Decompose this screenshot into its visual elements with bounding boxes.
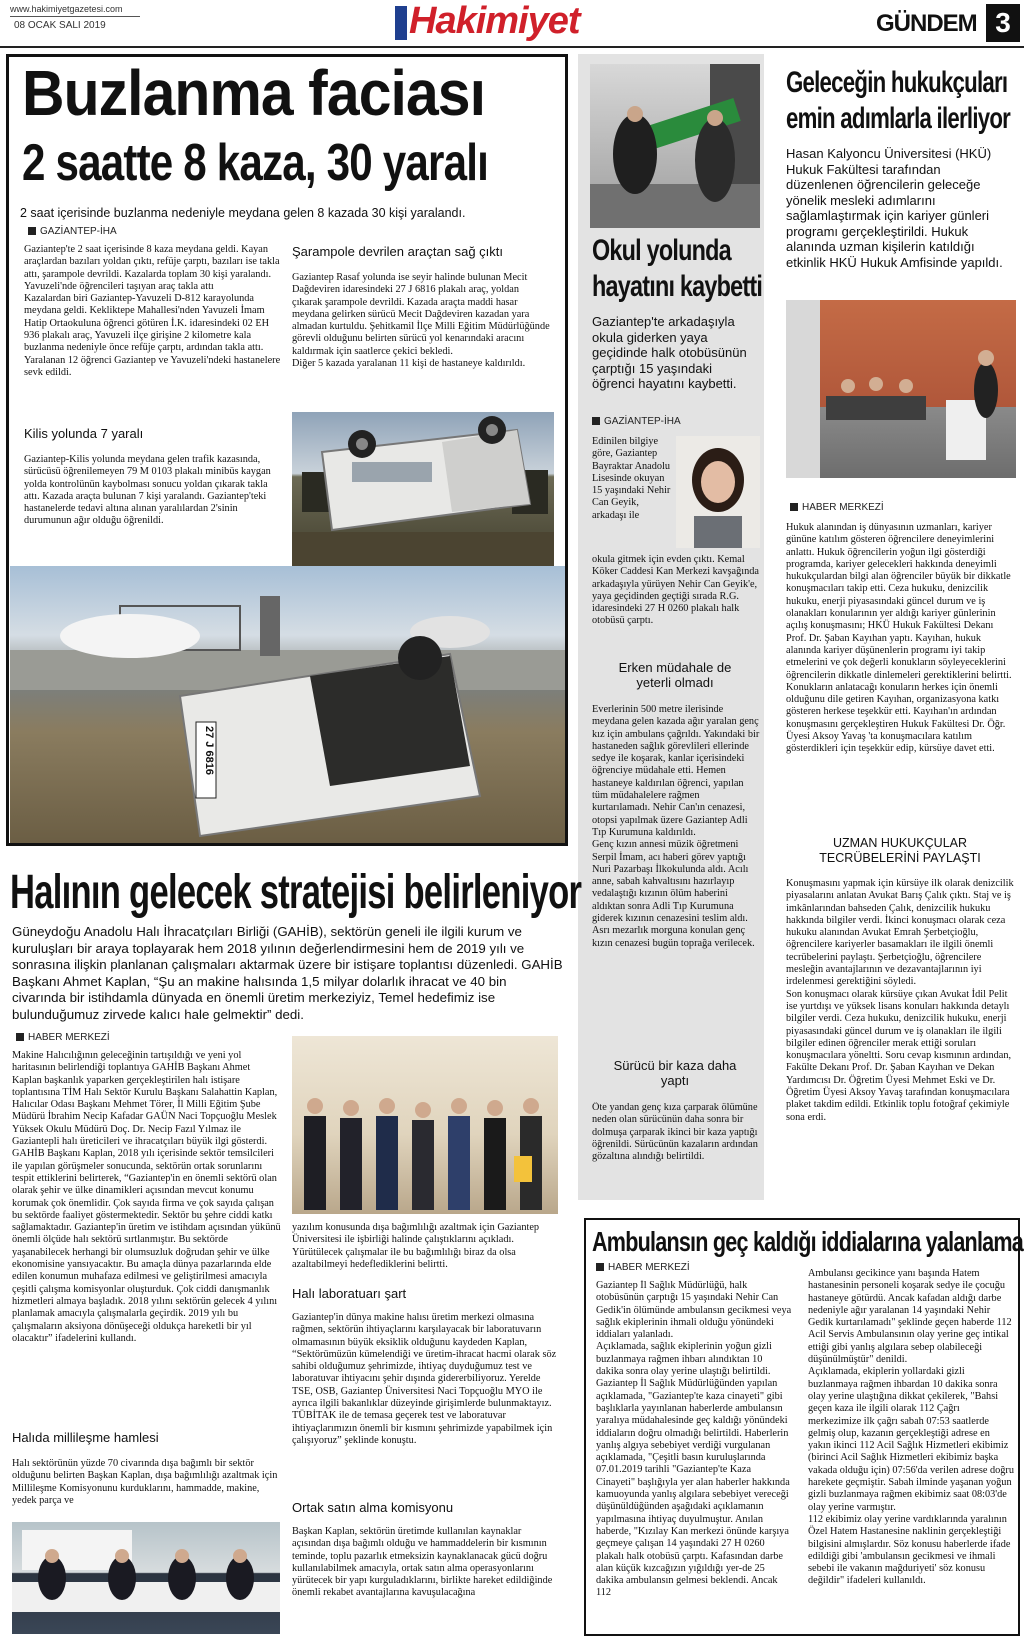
hali-col1: Makine Halıcılığının geleceğinin tartışıldığı ve yeni yol haritasının belirlendiği toplantıya GAHİB Başkanı Ahmet Kaplan başkanlık yaparken gerçekleştirilen halı istişare toplantısına TİM Halı Sektör Kurulu Başkanı Salahattin Kaplan, Halıcılar Odası Başkanı Mehmet Törer, İl Milli Eğitim Şube Müdürü İbrahim Necip Kafadar GAÜN Naci Topçuoğlu Meslek Yüksek Okulu Müdürü Doç. Dr. Necip Fazıl Yılmaz ile Gaziantepli halı üreticileri ve ihracatçıları büyük ilgi gösterdi. GAHİB Başkanı Kaplan, 2018 yılı içerisinde sektör temsilcileri ile yapılan görüşmeler sonucunda, sektörün ortak sorunlarını tespit ettiklerini belirterek, “Gaziantep'in en önemli sektörü olan olarak şehir ve ülke dinamikleri açısından mevcut konumu korumak çok önemlidir. Çok sayıda firma ve çok sayıda çalışan bu sektörde faaliyet göstermektedir. Sektör bu şehre ciddi katkı sağlamaktadır. Gaziantep'in üretim ve istihdam açısından yükünü önemli ölçüde halı sektörü sırtlanmıştır. Bu sektörde yaşanabilecek herhangi bir olumsuzluk doğrudan şehir ve ülke ekonomisine yansıyacaktır. Bu amaçla dünya pazarlarında elde edilen konumun muhafaza edilmesi ve geliştirilmesi amacıyla çeşitli çalışma komisyonlar oluşturduk. Çok ciddi danışmanlık hizmetleri almaya başladık. 2018 yılını sektörün gelecek 4 yılını planlamak amacıyla çalışmalarla geçirdik. 2019 yılı bu çalışmaların aksiyona dönüşeceği oldukça hareketli bir yıl olacaktır” ifadelerini kullandı. bbox=[12, 1050, 281, 1344]
buzlanma-headline: Buzlanma faciası bbox=[22, 57, 486, 129]
victim-portrait bbox=[676, 436, 760, 548]
carpet-panel-photo bbox=[12, 1522, 280, 1634]
buzlanma-col1b: Gaziantep-Kilis yolunda meydana gelen trafik kazasında, sürücüsü öğrenilemeyen 79 M 0103 plakalı minibüs kaygan yolda kontrolünün kaybolması sonucu yoldan çıkarak takla attı. Kazada araçta bulunan 7 kişi yaralandı. Gaziantep'teki hastanelerde tedavi altına alınan yaralılardan 2'sinin durumunun ağır olduğu öğrenildi. bbox=[24, 454, 271, 527]
conference-photo bbox=[786, 300, 1016, 478]
overturned-van-photo bbox=[10, 566, 565, 843]
hukuk-body1: Hukuk alanından iş dünyasının uzmanları, kariyer gününe katılım gösteren öğrencilere deneyimlerini anlattı. Hukuk öğrencilerin yoğun ilgi gösterdiği programda, kariyer gelecekleri hakkında deneyimli hukukçulardan bilgi alan öğrenciler büyük bir dikkatle konuşmacıları takip etti. Ceza hukuku, denizcilik hukuku, enerji piyasasındaki güncel durum ve iş olanakları konularının yer aldığı kariyer günlerinin açılış konuşmasını; HKÜ Hukuk Fakültesi Dekanı Prof. Dr. Şaban Kayıhan yaptı. Kayıhan, hukuk alanında kariyer düşünenlerin programı iyi takip etmelerini ve çok değerli konukların söyleyeceklerini öğrencilerin dikkatle dinlemeleri gerektiklerini belirtti. Konukların anlatacağı konuların herkes için önemli olduğunu dile getiren Kayıhan, organizasyona katkı gösteren herkese teşekkür etti. Kayıhan'ın ardından konuşmasını gerçekleştiren Hukuk Fakültesi Dr. Öğr. Üyesi Aksoy Yavaş 'ta konuşmacılara katılım gösterdikleri için teşekkür edip, kürsüye davet etti. bbox=[786, 522, 1012, 755]
hali-sub1: Halıda millileşme hamlesi bbox=[12, 1430, 159, 1445]
van-plate-text: 27 J 6816 bbox=[203, 726, 215, 775]
ambulans-col2: Ambulansı gecikince yanı başında Hatem hastanesinin personeli koşarak sedye ile çocuğu hastaneye götürdü. Ancak kafadan aldığı darbe nedeniyle ağır yaralanan 14 yaşındaki Nehir Gedik kurtarılamadı" şeklinde geçen haberde 112 Acil Servis Ambulansının olay yerine geç intikal ettiği gibi yanlış algılara sebep olabileceği düşünülmüştür" denildi. Açıklamada, ekiplerin yollardaki gizli buzlanmaya rağmen ihbardan 10 dakika sonra olay yerine ulaştığına dikkat çekilerek, "Bahsi geçen kaza ile ilgili olarak 112 Çağrı merkezimize ilk çağrı sabah 07:53 saatlerde gelmiş olup, kazanın gerçekleştiği adrese en yakın ikinci 112 Acil Sağlık Hizmetleri ekibimiz (birinci Acil Sağlık Hizmetleri ekibimiz başka vakada olduğu için) 07:56'da verilen adrese doğru harekete geçmiştir. Sabah ilminde yaşanan yoğun gizli buzlanmaya rağmen ekibimiz saat 08:03'de olay yerine varmıştır. 112 ekibimiz olay yerine vardıklarında yaralının Özel Hatem Hastanesine naklinin gerçekleştiği bilgisini almışlardır. Söz konusu haberlerde ifade edildiği gibi 'ambulansın gecikmesi ve ihmali sebebi ile vakanın mağduriyeti' söz konusu değildir" ifadeleri kullanıldı. bbox=[808, 1268, 1014, 1587]
hukuk-headline-1: Geleceğin hukukçuları bbox=[786, 66, 1008, 99]
issue-date: 08 OCAK SALI 2019 bbox=[14, 20, 106, 31]
okul-sub1: Erken müdahale de yeterli olmadı bbox=[618, 660, 732, 690]
hukuk-source: HABER MERKEZİ bbox=[790, 502, 884, 513]
hali-source: HABER MERKEZİ bbox=[16, 1032, 110, 1043]
hali-headline: Halının gelecek stratejisi belirleniyor bbox=[10, 866, 582, 919]
ambulans-source: HABER MERKEZİ bbox=[596, 1262, 690, 1273]
buzlanma-source: GAZİANTEP-İHA bbox=[28, 226, 117, 237]
buzlanma-subheadline: 2 saatte 8 kaza, 30 yaralı bbox=[22, 134, 489, 192]
logo-text: Hakimiyet bbox=[409, 0, 580, 42]
ambulans-col1: Gaziantep İl Sağlık Müdürlüğü, halk otobüsünün çarptığı 15 yaşındaki Nehir Can Gedik'in ölümünde ambulansın gecikmesi veya sağlık ekiplerinin ihmali olduğu yönündeki iddiaları yalanladı. Açıklamada, sağlık ekiplerinin yoğun gizli buzlanmaya rağmen ihbarı alındıktan 10 dakika sonra olay yerine ulaştığı belirtildi. Gaziantep İl Sağlık Müdürlüğünden yapılan açıklamada, "Gaziantep'te kaza cinayeti" gibi başlıklarla yayınlanan haberlerde ambulansın yaralıya müdahalesinde geç kaldığı yönündeki iddiaların doğru olmadığı belirtildi. Haberlerin yanlış algıya sebebiyet verdiği vurgulanan açıklamada, "Çeşitli basın kuruluşlarında 07.01.2019 tarihli "Gaziantep'te Kaza Cinayeti" başlığıyla yer alan haberler hakkında kamuoyunda yanlış algılara sebebiyet vereceği düşünüldüğünden aşağıdaki açıklamanın yapılmasına ihtiyaç duyulmuştur. Anılan haberde, "Kızılay Kan merkezi önünde karşıya geçmeye çalışan 14 yaşındaki 27 H 0260 plakalı halk otobüsü çarptı. Kafasından darbe alan küçük kızcağızın yığıldığı yer-de 25 dakika ambulansın gelmesi beklendi. Ancak 112 bbox=[596, 1280, 792, 1599]
buzlanma-sub1: Kilis yolunda 7 yaralı bbox=[24, 426, 144, 441]
okul-body3: Öte yandan genç kıza çarparak ölümüne neden olan sürücünün daha sonra bir dolmuşa çarparak ikinci bir kaza yaptığı öğrenildi. Sürücünün kazaların ardından gözaltına alındığı belirtildi. bbox=[592, 1102, 758, 1163]
overturned-minibus-photo bbox=[292, 412, 554, 574]
hali-col2a: yazılım konusunda dışa bağımlılığı azaltmak için Gaziantep Üniversitesi ile işbirliği halinde çalıştıklarını açıkladı. Yürütülecek çalışmalar ile bu bağımlılığı biraz da olsa azaltabilmeyi hedeflediklerini belirtti. bbox=[292, 1222, 540, 1270]
hali-col2c: Başkan Kaplan, sektörün üretimde kullanılan kaynaklar açısından dışa bağımlı olduğu ve hammaddelerin bir kısmının teminde, toplu pazarlık etmeksizin kaynaklanacak gücü doğru kullanılabilmek amacıyla, ortak satın alma operasyonlarını yürütecek bir yapı kurguladıklarını, birlikte hareket edildiğinde önemli rekabet avantajlarına kavuşulacağına bbox=[292, 1526, 553, 1599]
section-label: GÜNDEM bbox=[876, 10, 977, 37]
okul-intro: Edinilen bilgiye göre, Gaziantep Bayraktar Anadolu Lisesinde okuyan 15 yaşındaki Nehir Can Geyik, arkadaşı ile bbox=[592, 436, 671, 521]
okul-headline-1: Okul yolunda bbox=[592, 234, 731, 267]
okul-sub2: Sürücü bir kaza daha yaptı bbox=[613, 1058, 737, 1088]
hukuk-headline-2: emin adımlarla ilerliyor bbox=[786, 102, 1011, 135]
site-url[interactable]: www.hakimiyetgazetesi.com bbox=[10, 4, 123, 14]
okul-body2: Everlerinin 500 metre ilerisinde meydana gelen kazada ağır yaralan genç kız için ambulans çağrıldı. Yakındaki bir hastaneden sağlık görevlileri ellerinde sedye ile koşarak, kanlar içerisindeki öğrenciye müdahale etti. Hemen hastaneye kaldırılan öğrenci, yapılan tüm müdahalelere rağmen kurtarılamadı. Nehir Can'ın cenazesi, otopsi yapılmak üzere Gaziantep Adli Tıp Kurumuna kaldırıldı. Genç kızın annesi müzik öğretmeni Serpil İmam, acı haberi görev yaptığı Nuri Pazarbaşı İlkokulunda aldı. Acılı anne, sabah kahvaltısını hazırlayıp vedalaştığı kızının ölüm haberini aldıktan sonra Adli Tıp Kurumuna giderek kızının cenazesini teslim aldı. Asrı mezarlık morguna konulan genç kızın cenazesi bugün toprağa verilecek. bbox=[592, 704, 760, 949]
section-heading bbox=[876, 4, 1022, 42]
logo-mark bbox=[395, 6, 407, 40]
hali-deck: Güneydoğu Anadolu Halı İhracatçıları Birliği (GAHİB), sektörün geneli ile ilgili kurum ve kuruluşları bir araya toplayarak hem 2018 yılının değerlendirmesini hem de 2019 yılı ve sonrasına ilişkin planlanan çalışmaları aktarmak üzere bir istişare toplantısı düzenledi. GAHİB Başkanı Ahmet Kaplan, “Şu an makine halısında 1,5 milyar dolarlık ihracat ve 40 bin civarında bir istihdamla dünyada en önemli üretim merkeziyiz, Temel hedefimiz ise bulunduğumuz zirvede kalıcı hale gelmektir” dedi. bbox=[12, 924, 563, 1022]
hali-sub3: Ortak satın alma komisyonu bbox=[292, 1500, 454, 1515]
okul-headline-2: hayatını kaybetti bbox=[592, 270, 763, 303]
masthead-divider bbox=[10, 16, 140, 17]
buzlanma-col1: Gaziantep'te 2 saat içerisinde 8 kaza meydana geldi. Kayan araçlardan bazıları yoldan çıktı, refüje çarptı, bazıları ise takla attı, şarampole devrildi. Kazalarda toplam 30 kişi yaralandı. Yavuzeli'nde öğrencileri taşıyan araç takla attı Kazalardan biri Gaziantep-Yavuzeli D-812 karayolunda meydana geldi. Kekliktepe Mahallesi'nden Yavuzeli İmam Hatip Ortaokuluna öğrenci götüren İ.K. idaresindeki 02 EH 936 plakalı araç, Yavuzeli ilçe girişine 2 kilometre kala buzlanma nedeniyle önce refüje çarptı, ardından takla attı. Yaralanan 12 öğrenci Gaziantep ve Yavuzeli'ndeki hastanelere sevk edildi. bbox=[24, 244, 281, 378]
hukuk-body2: Konuşmasını yapmak için kürsüye ilk olarak denizcilik piyasalarını anlatan Avukat Barış Çalık çıktı. Staj ve iş imkânlarından bahseden Çalık, denizcilik hukuku hakkında bilgiler verdi. İkinci konuşmacı olarak ceza hukuku alanından Avukat Emrah Şerbetçioğlu, öğrencilere kariyerler basamakları ile ilgili önemli tecrübelerini paylaştı. Şerbetçioğlu, öğrencilere mesleğin avantajlarının ve dezavantajlarının iyi irdelenmesi gerektiğini söyledi. Son konuşmacı olarak kürsüye çıkan Avukat İdil Pelit ise yurtdışı ve yüksek lisans konuları hakkında detaylı bilgiler verdi. Ceza hukuku, denizcilik hukuku, enerji piyasasındaki güncel durum ve iş olanakları ile ilgili bilgiler edinen öğrenciler merak ettiği soruları konuşmacılara yöneltti. Soru cevap kısmının ardından, Fakülte Dekanı Prof. Dr. Şaban Kayıhan ve Dekan Yardımcısı Dr. Öğretim Üyesi Mehmet Eski ve Dr. Öğretim Üyesi Aksoy Yavaş tarafından konuşmacılara plaket takdim edildi. Etkinlik toplu fotoğraf çekimiyle sona erdi. bbox=[786, 878, 1014, 1123]
buzlanma-sub2: Şarampole devrilen araçtan sağ çıktı bbox=[292, 244, 503, 259]
carpet-meeting-group-photo bbox=[292, 1036, 558, 1214]
hukuk-deck: Hasan Kalyoncu Üniversitesi (HKÜ) Hukuk Fakültesi tarafından düzenlenen öğrencilerin geleceğe yönelik mesleki adımlarını sağlamlaştırmak için kariyer günleri programı gerçekleştirildi. Hukuk alanında uzman kişilerin katıldığı etkinlik HKÜ Hukuk Amfisinde yapıldı. bbox=[786, 146, 1003, 270]
okul-body1: okula gitmek için evden çıktı. Kemal Köker Caddesi Kan Merkezi kavşağında arkadaşıyla yürüyen Nehir Can Geyik'e, yaya geçidinden geçtiği sırada R.G. idaresindeki 27 H 0260 plakalı halk otobüsü çarptı. bbox=[592, 554, 759, 627]
hali-col1b: Halı sektörünün yüzde 70 civarında dışa bağımlı bir sektör olduğunu belirten Başkan Kaplan, dışa bağımlılığı azaltmak için Millileşme Komisyonunu kurduklarını, hammadde, makine, yedek parça ve bbox=[12, 1458, 278, 1506]
hali-col2b: Gaziantep'in dünya makine halısı üretim merkezi olmasına rağmen, sektörün ihtiyaçlarını karşılayacak bir laboratuvarın olmamasının büyük eksiklik olduğunu kaydeden Kaplan, “Sektörümüzün kümelendiği ve üretim-ihracat hacmi olarak söz sahibi olduğumuz şehrimizde, ihtiyaç duyduğumuz test ve laboratuvar ihtiyacını şehir dışında gidererbiliyoruz. Yerelde TSE, OSB, Gaziantep Üniversitesi Naci Topçuoğlu MYO ile ayrıca ilgili bakanlıklar düzeyinde girişimlerde bulunmaktayız. TÜBİTAK ile de temasa geçerek test ve laboratuvar ihtiyaçlarımızın önemli bir kısmını şehrimizde yapabilmek için çalışıyoruz” şeklinde konuştu. bbox=[292, 1312, 557, 1446]
top-rule bbox=[0, 46, 1024, 48]
coffin-photo bbox=[590, 64, 760, 228]
ambulans-headline: Ambulansın geç kaldığı iddialarına yalanlama bbox=[592, 1226, 1024, 1257]
newspaper-logo bbox=[395, 2, 585, 42]
hukuk-sub: UZMAN HUKUKÇULAR TECRÜBELERİNİ PAYLAŞTI bbox=[819, 836, 981, 865]
buzlanma-deck: 2 saat içerisinde buzlanma nedeniyle meydana gelen 8 kazada 30 kişi yaralandı. bbox=[20, 206, 466, 220]
page-number: 3 bbox=[986, 4, 1020, 42]
okul-deck: Gaziantep'te arkadaşıyla okula giderken yaya geçidinde halk otobüsünün çarptığı 15 yaşındaki öğrenci hayatını kaybetti. bbox=[592, 314, 747, 391]
buzlanma-col2: Gaziantep Rasaf yolunda ise seyir halinde bulunan Mecit Dağdeviren idaresindeki 27 J 6816 plakalı araç, yoldan çıkarak şarampole devrildi. Kazada araçta maddi hasar meydana gelirken sürücü Mecit Dağdeviren kazadan yara almadan kurtuldu. Şehitkamil İlçe Milli Eğitim Müdürlüğünde görevli olduğunu belirten sürücü yol kenarındaki aracını kaldırmak için saatlerce çekici bekledi. Diğer 5 kazada yaralanan 11 kişi de hastaneye kaldırıldı. bbox=[292, 272, 550, 370]
okul-source: GAZİANTEP-İHA bbox=[592, 416, 681, 427]
hali-sub2: Halı laboratuarı şart bbox=[292, 1286, 407, 1301]
